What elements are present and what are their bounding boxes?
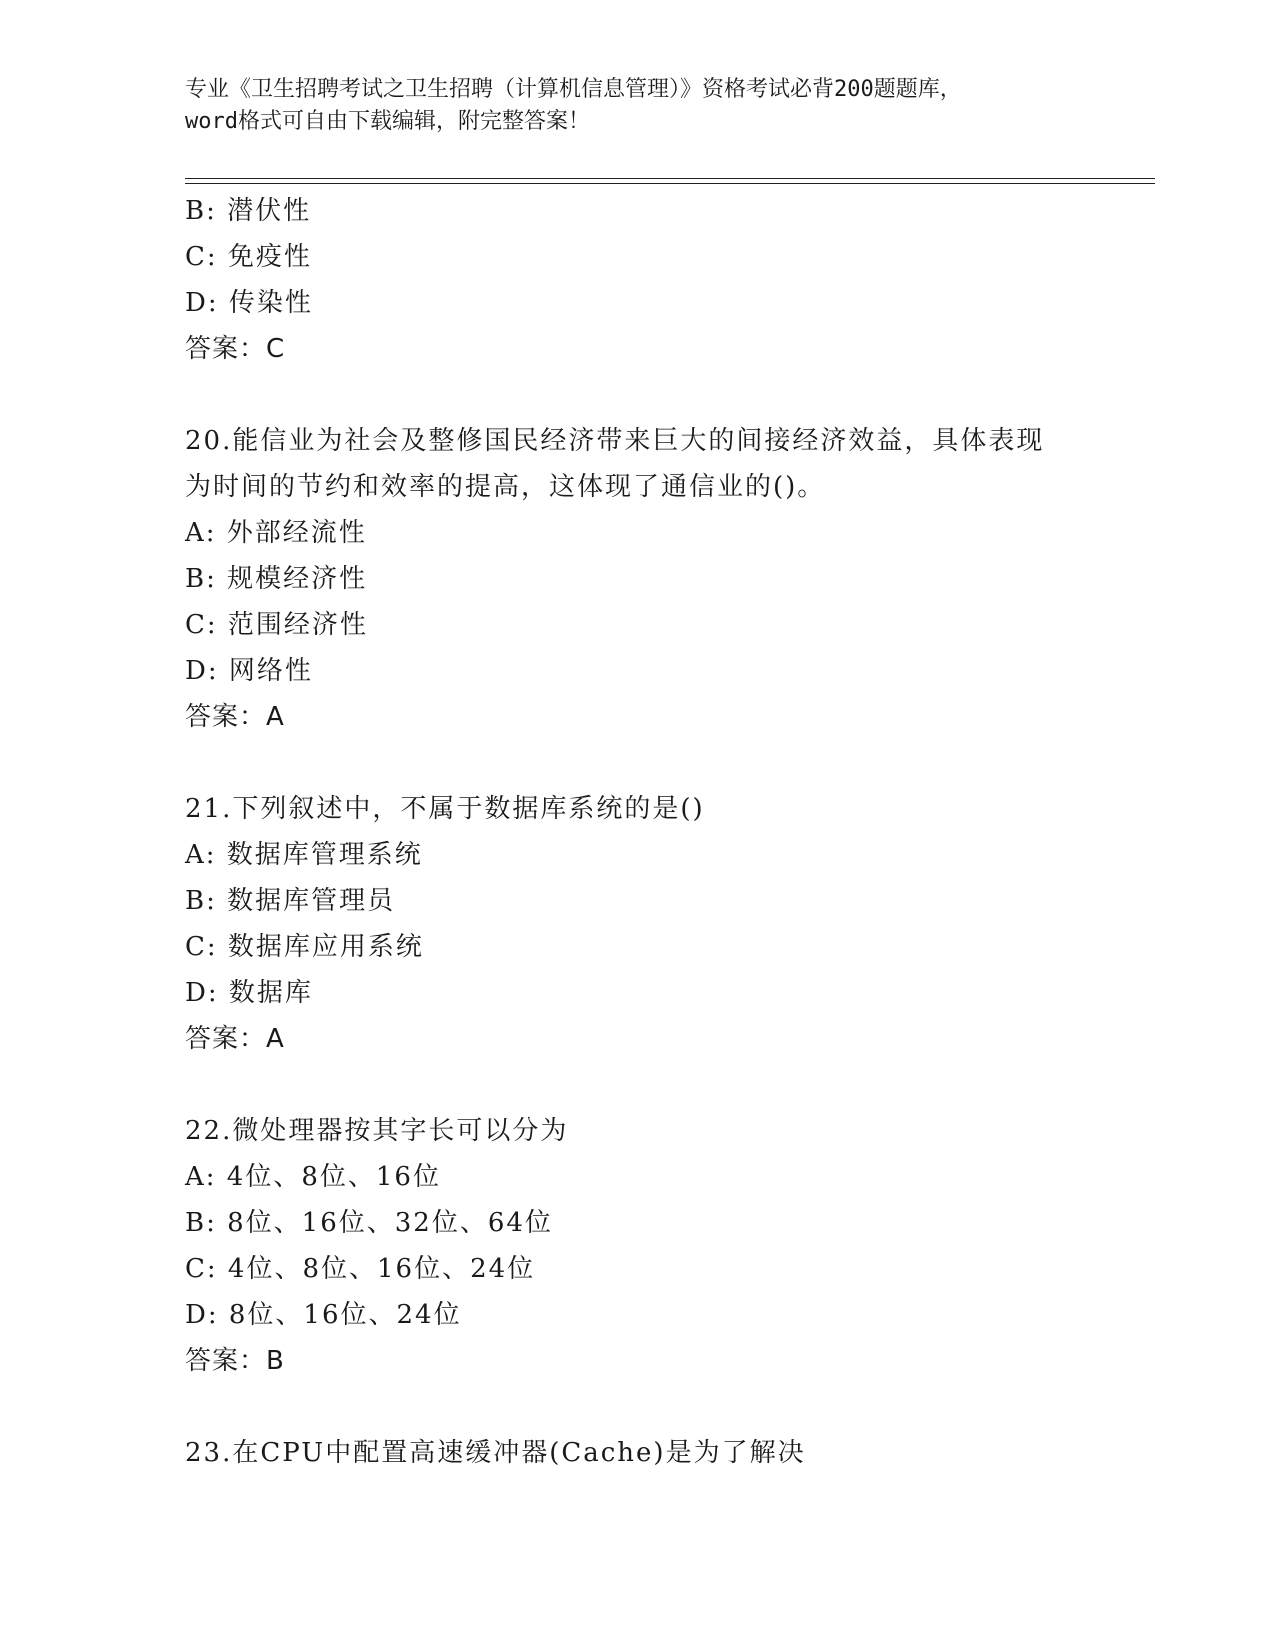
answer-option: D: 网络性 xyxy=(185,656,313,686)
question-block xyxy=(185,786,1105,1062)
answer-option: B: 数据库管理员 xyxy=(185,886,396,916)
header-rule-top xyxy=(185,178,1155,179)
answer-option: C: 数据库应用系统 xyxy=(185,932,424,962)
answer-option: B: 潜伏性 xyxy=(185,196,312,226)
answer-key: 答案：B xyxy=(185,1346,285,1376)
document-header xyxy=(185,74,1065,138)
question-stem: 20.能信业为社会及整修国民经济带来巨大的间接经济效益，具体表现 xyxy=(185,426,1045,456)
question-gap xyxy=(185,1384,1105,1430)
question-stem: 22.微处理器按其字长可以分为 xyxy=(185,1116,569,1146)
question-stem: 21.下列叙述中，不属于数据库系统的是() xyxy=(185,794,705,824)
header-line-1: 专业《卫生招聘考试之卫生招聘（计算机信息管理）》资格考试必背200题题库， xyxy=(185,77,962,102)
answer-option: D: 8位、16位、24位 xyxy=(185,1300,462,1330)
question-block xyxy=(185,188,1105,372)
question-stem: 为时间的节约和效率的提高，这体现了通信业的()。 xyxy=(185,472,826,502)
question-gap xyxy=(185,740,1105,786)
answer-option: C: 范围经济性 xyxy=(185,610,368,640)
answer-key: 答案：A xyxy=(185,1024,285,1054)
answer-option: A: 外部经流性 xyxy=(185,518,367,548)
question-block xyxy=(185,1108,1105,1384)
answer-option: D: 传染性 xyxy=(185,288,313,318)
answer-option: A: 数据库管理系统 xyxy=(185,840,423,870)
question-block xyxy=(185,1430,1105,1476)
answer-option: B: 8位、16位、32位、64位 xyxy=(185,1208,553,1238)
answer-option: C: 4位、8位、16位、24位 xyxy=(185,1254,536,1284)
header-line-2: word格式可自由下载编辑，附完整答案！ xyxy=(185,109,590,134)
answer-key: 答案：A xyxy=(185,702,285,732)
question-gap xyxy=(185,1062,1105,1108)
question-stem: 23.在CPU中配置高速缓冲器(Cache)是为了解决 xyxy=(185,1438,806,1468)
answer-option: B: 规模经济性 xyxy=(185,564,368,594)
answer-key: 答案：C xyxy=(185,334,286,364)
question-list xyxy=(185,188,1105,1476)
header-rule-bottom xyxy=(185,183,1155,184)
answer-option: D: 数据库 xyxy=(185,978,313,1008)
question-gap xyxy=(185,372,1105,418)
answer-option: A: 4位、8位、16位 xyxy=(185,1162,441,1192)
answer-option: C: 免疫性 xyxy=(185,242,312,272)
question-block xyxy=(185,418,1105,740)
